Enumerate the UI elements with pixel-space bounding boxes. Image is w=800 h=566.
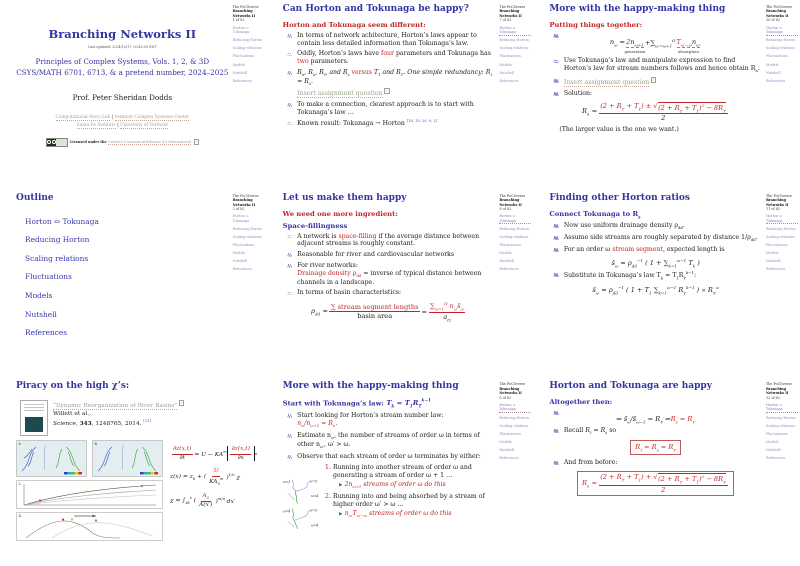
sidebar-brand-top: The PoCSverse bbox=[765, 5, 792, 9]
slide-title: More with the happy-making thing bbox=[549, 4, 726, 14]
sidebar-item-2[interactable]: Reducing Horton bbox=[499, 226, 529, 231]
sidebar-item-5[interactable]: Models bbox=[499, 62, 512, 67]
sidebar-brand-top: The PoCSverse bbox=[232, 193, 259, 198]
flower-bullet-icon bbox=[554, 461, 560, 469]
segment-length-equation: $s̄_\omega$ ≃ $\rho_{dd}^{-1}$ ( $1 + \sum_{k=1}^{\omega-1}$ $T_k$ ) bbox=[611, 257, 700, 269]
sidebar-item-6[interactable]: Nutshell bbox=[765, 447, 781, 452]
sidebar-item-4[interactable]: Fluctuations bbox=[499, 431, 521, 436]
svg-text:ω=3: ω=3 bbox=[309, 479, 317, 484]
drainage-density-equation: $\rho_{dd}$ ≃ $\frac{\text{∑ stream segment lengths}}{\text{basin area}}$ = $\frac{\sum_{\omega=1}^\Omega n_\omega s̄_\omega}{a_\Omega}$ bbox=[311, 301, 464, 323]
bullet-text: $R_n$, $R_a$, $R_\ell$, and $R_s$ versus $T_1$ and $R_T$. One simple redundancy: $R_\ell = R_s$. Insert assignment question ↗ bbox=[297, 68, 493, 98]
sidebar-brand-top: The PoCSverse bbox=[232, 5, 259, 9]
bullet-item bbox=[554, 234, 762, 243]
slide-sidebar bbox=[499, 382, 531, 461]
bullet-item bbox=[288, 289, 496, 297]
flower-bullet-icon bbox=[554, 224, 560, 233]
paper-journal: Science, 343, 1248765, 2014. [21] bbox=[53, 418, 151, 427]
sidebar-item-3[interactable]: Scaling relations bbox=[499, 234, 529, 239]
series-title: Principles of Complex Systems, Vols. 1, 2, & 3D bbox=[35, 57, 210, 66]
sidebar-item-4[interactable]: Fluctuations bbox=[499, 243, 521, 248]
sidebar-page-number: 7 of 82 bbox=[499, 18, 512, 23]
slide-title: Can Horton and Tokunaga be happy? bbox=[282, 4, 469, 14]
thumbnail-figure bbox=[25, 417, 43, 432]
bullet-text: Use Tokunaga’s law and manipulate expression to find Horton’s law for stream numbers follows and hence obtain $R_n$. bbox=[563, 57, 760, 74]
sidebar-item-3[interactable]: Scaling relations bbox=[232, 46, 262, 51]
sidebar-item-5[interactable]: Models bbox=[232, 251, 246, 256]
boxed-ratio-result: $R_\ell = R_s = R_T$ bbox=[630, 440, 681, 454]
slide-title: Outline bbox=[16, 192, 54, 203]
author: Prof. Peter Sheridan Dodds bbox=[72, 92, 173, 102]
bullet-text: Assume side streams are roughly separated by distance $1/\rho_{dd}$. bbox=[563, 233, 758, 243]
external-link-icon: ↗ bbox=[179, 401, 183, 406]
flower-bullet-icon bbox=[554, 34, 560, 36]
stream-merge-diagram bbox=[283, 462, 322, 550]
slide-title: Horton and Tokunaga are happy bbox=[549, 381, 712, 392]
sidebar-brand-top: The PoCSverse bbox=[765, 193, 792, 198]
sidebar-item-4[interactable]: Fluctuations bbox=[232, 54, 255, 59]
external-link-icon: ↗ bbox=[651, 78, 655, 83]
slide-sidebar bbox=[766, 382, 798, 461]
pointer-icon: ▶ bbox=[339, 511, 343, 517]
river-basin-figure bbox=[16, 440, 164, 544]
slide-title: More with the happy-making thing bbox=[282, 381, 459, 392]
sidebar-brand-title: Branching Networks II bbox=[765, 198, 789, 207]
flower-bullet-icon bbox=[288, 34, 294, 50]
rn-solution-equation: $R_n$ = $(2 + R_T + T_1)$ ± √ $(2 + R_T + T_1)^2 - 8R_T$ 2 bbox=[581, 101, 726, 123]
bullet-item bbox=[554, 459, 762, 467]
cc-license-link[interactable]: Creative Commons Attribution 4.0 International bbox=[108, 139, 191, 144]
sidebar-brand-top: The PoCSverse bbox=[765, 382, 792, 387]
slide-horton-tokunaga-happy bbox=[533, 377, 800, 566]
sidebar-item-6[interactable]: Nutshell bbox=[765, 259, 781, 264]
sidebar-page-number: 10 of 82 bbox=[765, 18, 781, 23]
affiliation-line-1 bbox=[16, 115, 229, 120]
citation-ref[interactable]: [18, 19, 20, 9, 2] bbox=[406, 119, 438, 124]
sidebar-item-2[interactable]: Reducing Horton bbox=[232, 226, 263, 231]
sidebar-brand-title: Branching Networks II bbox=[499, 9, 522, 18]
sidebar-brand-top: The PoCSverse bbox=[499, 382, 526, 387]
outline-item-models[interactable]: Models bbox=[25, 290, 53, 300]
sidebar-item-4[interactable]: Fluctuations bbox=[232, 243, 255, 248]
sidebar-page-number: 1 of 82 bbox=[232, 18, 245, 23]
slide-sidebar bbox=[766, 5, 798, 84]
blue-subheading: Altogether then: bbox=[549, 398, 613, 407]
sidebar-item-4[interactable]: Fluctuations bbox=[765, 431, 788, 436]
bullet-item bbox=[288, 50, 496, 66]
sidebar-brand-title: Branching Networks II bbox=[765, 386, 789, 396]
sidebar-item-2[interactable]: Reducing Horton bbox=[765, 415, 796, 420]
stream-number-equation: $n_\omega$ = $2n_{\omega+1}$ generation + $\sum_{\omega'=\omega+1}^\Omega$ $T_{\omega'-\omega}n_{\omega'}$ absorption bbox=[609, 37, 701, 55]
sidebar-item-3[interactable]: Scaling relations bbox=[765, 46, 795, 51]
citation-ref[interactable]: [21] bbox=[143, 418, 151, 423]
sidebar-item-2[interactable]: Reducing Horton bbox=[499, 38, 529, 43]
slide-can-they-be-happy bbox=[267, 0, 534, 189]
paper-title-link[interactable]: “Dynamic Reorganization of River Basins” bbox=[53, 403, 178, 410]
license-line bbox=[16, 138, 229, 147]
outline-item-nutshell[interactable]: Nutshell bbox=[25, 309, 57, 319]
slide-title: Piracy on the high χ’s: bbox=[16, 381, 130, 392]
slide-sidebar bbox=[233, 5, 265, 84]
bullet-text: For an order ω stream segment, expected length is bbox=[563, 245, 725, 253]
bullet-text: Solution: bbox=[563, 90, 593, 97]
affil-link-uvm[interactable]: University of Vermont bbox=[120, 122, 168, 128]
bullet-item bbox=[288, 251, 496, 259]
svg-text:ω=3: ω=3 bbox=[282, 479, 290, 484]
paper-thumbnail bbox=[20, 400, 48, 436]
affiliation-line-2 bbox=[16, 123, 229, 128]
separator: | bbox=[111, 114, 114, 120]
slide-sidebar bbox=[499, 5, 531, 84]
sidebar-item-3[interactable]: Scaling relations bbox=[499, 423, 529, 428]
sidebar-item-7[interactable]: References bbox=[499, 78, 519, 83]
svg-text:ω=4: ω=4 bbox=[310, 522, 318, 527]
separator: | bbox=[117, 122, 119, 128]
flower-bullet-icon bbox=[288, 455, 294, 463]
slide-let-us-make-them-happy bbox=[267, 189, 534, 378]
svg-text:D: D bbox=[18, 514, 22, 519]
slide-title-page bbox=[0, 0, 267, 189]
bullet-item bbox=[554, 427, 762, 436]
svg-text:ω=4: ω=4 bbox=[310, 493, 318, 498]
outline-item-reducing-horton[interactable]: Reducing Horton bbox=[25, 235, 90, 245]
flower-bullet-icon bbox=[288, 71, 294, 100]
svg-text:ω=4: ω=4 bbox=[282, 508, 290, 513]
flower-bullet-icon bbox=[554, 92, 560, 100]
slide-outline bbox=[0, 189, 267, 378]
svg-text:B: B bbox=[94, 442, 97, 447]
paper-citation bbox=[20, 400, 259, 436]
bullet-text: Recall $R_\ell = R_s$ so bbox=[563, 427, 617, 436]
sidebar-item-1[interactable]: Horton ⇔ Tokunaga bbox=[766, 214, 798, 224]
bullet-text: In terms of network achitecture, Horton’s laws appear to contain less detailed information than Tokunaga’s law. bbox=[297, 31, 477, 47]
bullet-item bbox=[288, 69, 496, 98]
slide-piracy bbox=[0, 377, 267, 566]
chi-equations: $\frac{\partial z(x,t)}{\partial t}$ = $U - KA^m$ $\frac{\partial z(x,t)}{\partial x}$ n $z(x) = z_b$ + ( $\frac{U}{KA_0^m}$ )$^{1/n}$ χ $\chi = \int_{xb}^x$ ( $\frac{A_0}{A(x')}$ )$^{m/n}$ dx′ bbox=[170, 446, 258, 509]
sidebar-item-5[interactable]: Models bbox=[765, 439, 779, 444]
sidebar-page-number: 12 of 82 bbox=[765, 395, 781, 400]
outline-item-fluctuations[interactable]: Fluctuations bbox=[25, 272, 72, 282]
bullet-item bbox=[554, 57, 762, 74]
sidebar-page-number: 9 of 82 bbox=[499, 395, 512, 400]
flower-bullet-icon bbox=[288, 103, 294, 119]
substituted-equation: $s̄_\omega$ ≃ $\rho_{dd}^{-1}$ ( $1 + T_1$ $\sum_{k=1}^{\omega-1}$ $R_T^{k-1}$ ) ∝ $R_T^\omega$ bbox=[592, 285, 719, 296]
sidebar-item-5[interactable]: Models bbox=[232, 62, 246, 67]
slide-sidebar bbox=[233, 194, 265, 273]
flower-bullet-icon bbox=[288, 235, 294, 251]
flower-bullet-icon bbox=[288, 292, 294, 300]
flower-bullet-icon bbox=[554, 273, 560, 283]
assignment-question-link[interactable]: Insert assignment question bbox=[297, 90, 383, 98]
outline-item-references[interactable]: References bbox=[25, 328, 68, 338]
bullet-text: Estimate $n_\omega$, the number of streams of order ω in terms of other $n_{\omega'}$, ω′ > ω. bbox=[297, 431, 480, 449]
bullet-text: Known result: Tokunaga → Horton [18, 19, 20, 9, 2] bbox=[297, 119, 438, 128]
affil-link-vcsc[interactable]: Vermont Complex Systems Center bbox=[114, 114, 190, 120]
sidebar-brand-title: Branching Networks II bbox=[232, 198, 256, 207]
slide-sidebar bbox=[499, 194, 531, 273]
red-heading: We need one more ingredient: bbox=[282, 209, 398, 218]
bullet-text: Substitute in Tokunaga’s law $T_k = T_1R_T^{k-1}$: bbox=[563, 270, 697, 281]
flower-bullet-icon bbox=[554, 429, 560, 438]
sidebar-item-7[interactable]: References bbox=[499, 267, 519, 272]
case-1: 1. Running into another stream of order ω and generating a stream of order ω + 1 … ▶ $2n_{\omega+1}$ streams of order ω do this bbox=[325, 464, 472, 490]
flower-bullet-icon bbox=[288, 414, 294, 431]
sidebar-item-6[interactable]: Nutshell bbox=[499, 259, 514, 264]
slide-finding-other-horton-ratios bbox=[533, 189, 800, 378]
bullet-item bbox=[288, 233, 496, 249]
flower-bullet-icon bbox=[554, 79, 560, 89]
affil-link-sfi[interactable]: Santa Fe Institute bbox=[76, 122, 116, 128]
blue-subheading: Space-fillingness bbox=[282, 221, 348, 230]
bullet-text: Reasonable for river and cardiovascular networks bbox=[297, 251, 455, 259]
solution-note: (The larger value is the one we want.) bbox=[559, 126, 679, 134]
outline-item-scaling-relations[interactable]: Scaling relations bbox=[25, 253, 89, 263]
sidebar-item-6[interactable]: Nutshell bbox=[499, 70, 514, 75]
flower-bullet-icon bbox=[288, 53, 294, 69]
flower-bullet-icon bbox=[288, 253, 294, 261]
boxed-rn-result: $R_n$ = $(2 + R_T + T_1)$ + √ $(2 + R_T + T_1)^2 - 8R_T$ 2 bbox=[577, 471, 734, 497]
sidebar-item-6[interactable]: Nutshell bbox=[765, 70, 781, 75]
sidebar-item-3[interactable]: Scaling relations bbox=[765, 234, 795, 239]
bullet-text: Start looking for Horton’s stream number law: $n_\omega/n_{\omega+1} = R_n$. bbox=[297, 411, 444, 428]
bullet-item bbox=[554, 32, 762, 34]
flower-bullet-icon bbox=[554, 248, 560, 256]
sidebar-item-3[interactable]: Scaling relations bbox=[765, 423, 795, 428]
sidebar-item-4[interactable]: Fluctuations bbox=[765, 54, 788, 59]
sidebar-item-7[interactable]: References bbox=[232, 267, 252, 272]
affil-link-story-lab[interactable]: Computational Story Lab bbox=[55, 114, 111, 120]
bullet-text: In terms of basin characteristics: bbox=[297, 289, 402, 297]
flower-bullet-icon bbox=[554, 411, 560, 413]
sidebar-item-7[interactable]: References bbox=[232, 78, 252, 83]
sidebar-item-1[interactable]: Horton ⇔ Tokunaga bbox=[766, 26, 798, 36]
slide-sidebar bbox=[766, 194, 798, 273]
sidebar-item-5[interactable]: Models bbox=[765, 251, 779, 256]
sidebar-item-7[interactable]: References bbox=[765, 267, 786, 272]
bullet-item bbox=[554, 77, 762, 87]
bullet-text: A network is space-filling if the average distance between adjacent streams is roughly constant. bbox=[297, 232, 480, 248]
sidebar-item-6[interactable]: Nutshell bbox=[499, 447, 514, 452]
bullet-item bbox=[288, 119, 496, 128]
sidebar-item-2[interactable]: Reducing Horton bbox=[499, 415, 529, 420]
bullet-item bbox=[554, 271, 762, 281]
flower-bullet-icon bbox=[554, 60, 560, 77]
bullet-item bbox=[288, 412, 496, 429]
bullet-text: Observe that each stream of order ω terminates by either: bbox=[297, 452, 481, 460]
flower-bullet-icon bbox=[554, 236, 560, 245]
bullet-item bbox=[554, 246, 762, 254]
bullet-item bbox=[288, 101, 496, 117]
sidebar-item-5[interactable]: Models bbox=[499, 251, 512, 256]
sidebar-item-2[interactable]: Reducing Horton bbox=[765, 226, 796, 231]
sidebar-item-1[interactable]: Horton ⇔ Tokunaga bbox=[232, 25, 250, 35]
flower-bullet-icon bbox=[288, 434, 294, 452]
sidebar-item-5[interactable]: Models bbox=[765, 62, 779, 67]
red-heading: Putting things together: bbox=[549, 20, 643, 29]
case-2: 2. Running into and being absorbed by a stream of higher order ω′ > ω … ▶ $n_{\omega'}T_{\omega'-\omega}$ streams of order ω do this bbox=[325, 492, 485, 519]
paper-authors: Willett et al., bbox=[53, 410, 91, 417]
generation-term: $2n_{\omega+1}$ generation bbox=[624, 37, 646, 55]
bullet-text: Oddly, Horton’s laws have four parameters and Tokunaga has two parameters. bbox=[297, 50, 491, 66]
sidebar-brand-top: The PoCSverse bbox=[499, 193, 526, 198]
svg-text:C: C bbox=[18, 482, 21, 487]
external-link-icon: ↗ bbox=[385, 89, 389, 94]
bullet-item bbox=[288, 32, 496, 48]
sidebar-item-3[interactable]: Scaling relations bbox=[499, 46, 529, 51]
last-updated: Last updated: 2024/10/17, 00:42:05 EDT bbox=[88, 45, 157, 49]
sidebar-brand-top: The PoCSverse bbox=[499, 5, 526, 9]
slide-title: Let us make them happy bbox=[282, 192, 407, 203]
bullet-text: To make a connection, clearest approach is to start with Tokunaga’s law … bbox=[297, 100, 474, 116]
assignment-question-link[interactable]: Insert assignment question bbox=[563, 79, 650, 87]
bullet-text: Now use uniform drainage density $\rho_{dd}$. bbox=[563, 221, 685, 231]
pointer-icon: ▶ bbox=[339, 482, 343, 488]
bullet-item bbox=[288, 432, 496, 450]
sidebar-item-7[interactable]: References bbox=[499, 456, 519, 461]
sidebar-item-4[interactable]: Fluctuations bbox=[499, 54, 521, 59]
outline-item-horton-tokunaga[interactable]: Horton ⇔ Tokunaga bbox=[25, 216, 99, 226]
license-prefix: Licensed under the bbox=[70, 140, 107, 145]
sidebar-item-6[interactable]: Nutshell bbox=[232, 259, 248, 264]
deck-title: Branching Networks II bbox=[48, 27, 197, 41]
sidebar-page-number: 8 of 82 bbox=[499, 206, 512, 211]
sidebar-page-number: 2 of 82 bbox=[232, 206, 245, 211]
cc-license-badge bbox=[46, 138, 68, 147]
sidebar-item-1[interactable]: Horton ⇔ Tokunaga bbox=[499, 403, 531, 413]
sidebar-item-1[interactable]: Horton ⇔ Tokunaga bbox=[499, 26, 531, 36]
svg-text:A: A bbox=[18, 442, 21, 447]
bullet-text: For river networks: Drainage density $\rho_{dd}$ = inverse of typical distance between channels in a landscape. bbox=[297, 261, 482, 286]
sidebar-item-7[interactable]: References bbox=[765, 456, 786, 461]
bullet-item bbox=[554, 409, 762, 411]
course-numbers: CSYS/MATH 6701, 6713, & a pretend number, 2024–2025 bbox=[16, 67, 229, 77]
red-heading: Horton and Tokunaga seem different: bbox=[282, 20, 426, 29]
bullet-text: And from before: bbox=[563, 458, 618, 466]
sidebar-brand-title: Branching Networks II bbox=[232, 9, 256, 18]
termination-cases bbox=[325, 462, 495, 550]
sidebar-brand-title: Branching Networks II bbox=[499, 198, 522, 207]
flower-bullet-icon bbox=[288, 122, 294, 131]
slide-more-happy-making-1 bbox=[533, 0, 800, 189]
bullet-item bbox=[554, 222, 762, 231]
flower-bullet-icon bbox=[288, 264, 294, 289]
sidebar-item-2[interactable]: Reducing Horton bbox=[232, 38, 263, 43]
sidebar-page-number: 11 of 82 bbox=[765, 206, 781, 211]
sidebar-item-3[interactable]: Scaling relations bbox=[232, 234, 262, 239]
absorption-term: $T_{\omega'-\omega}n_{\omega'}$ absorption bbox=[676, 37, 701, 55]
slide-title: Finding other Horton ratios bbox=[549, 192, 690, 203]
sidebar-item-5[interactable]: Models bbox=[499, 439, 512, 444]
sidebar-brand-title: Branching Networks II bbox=[765, 9, 789, 18]
sidebar-item-2[interactable]: Reducing Horton bbox=[765, 38, 796, 43]
sidebar-item-1[interactable]: Horton ⇔ Tokunaga bbox=[232, 214, 250, 223]
external-link-icon: ↗ bbox=[194, 140, 198, 145]
bullet-item bbox=[554, 90, 762, 98]
slide-more-happy-making-2 bbox=[267, 377, 534, 566]
svg-text:ω=3: ω=3 bbox=[309, 508, 317, 513]
sidebar-item-1[interactable]: Horton ⇔ Tokunaga bbox=[499, 214, 531, 224]
ratio-equation: ⇒ $s̄_\omega/s̄_{\omega-1} = R_T$ ⇒ $R_s = R_T$ bbox=[616, 414, 696, 425]
sidebar-item-7[interactable]: References bbox=[765, 78, 786, 83]
blue-subheading: Connect Tokunaga to $R_s$ bbox=[549, 209, 641, 219]
sidebar-brand-title: Branching Networks II bbox=[499, 386, 522, 396]
sidebar-item-4[interactable]: Fluctuations bbox=[765, 243, 788, 248]
sidebar-item-1[interactable]: Horton ⇔ Tokunaga bbox=[766, 403, 798, 413]
blue-subheading: Start with Tokunaga’s law: $T_k = T_1R_T^{k-1}$ bbox=[282, 398, 431, 409]
bullet-item bbox=[288, 262, 496, 287]
sidebar-item-6[interactable]: Nutshell bbox=[232, 70, 248, 75]
bullet-item bbox=[288, 453, 496, 461]
